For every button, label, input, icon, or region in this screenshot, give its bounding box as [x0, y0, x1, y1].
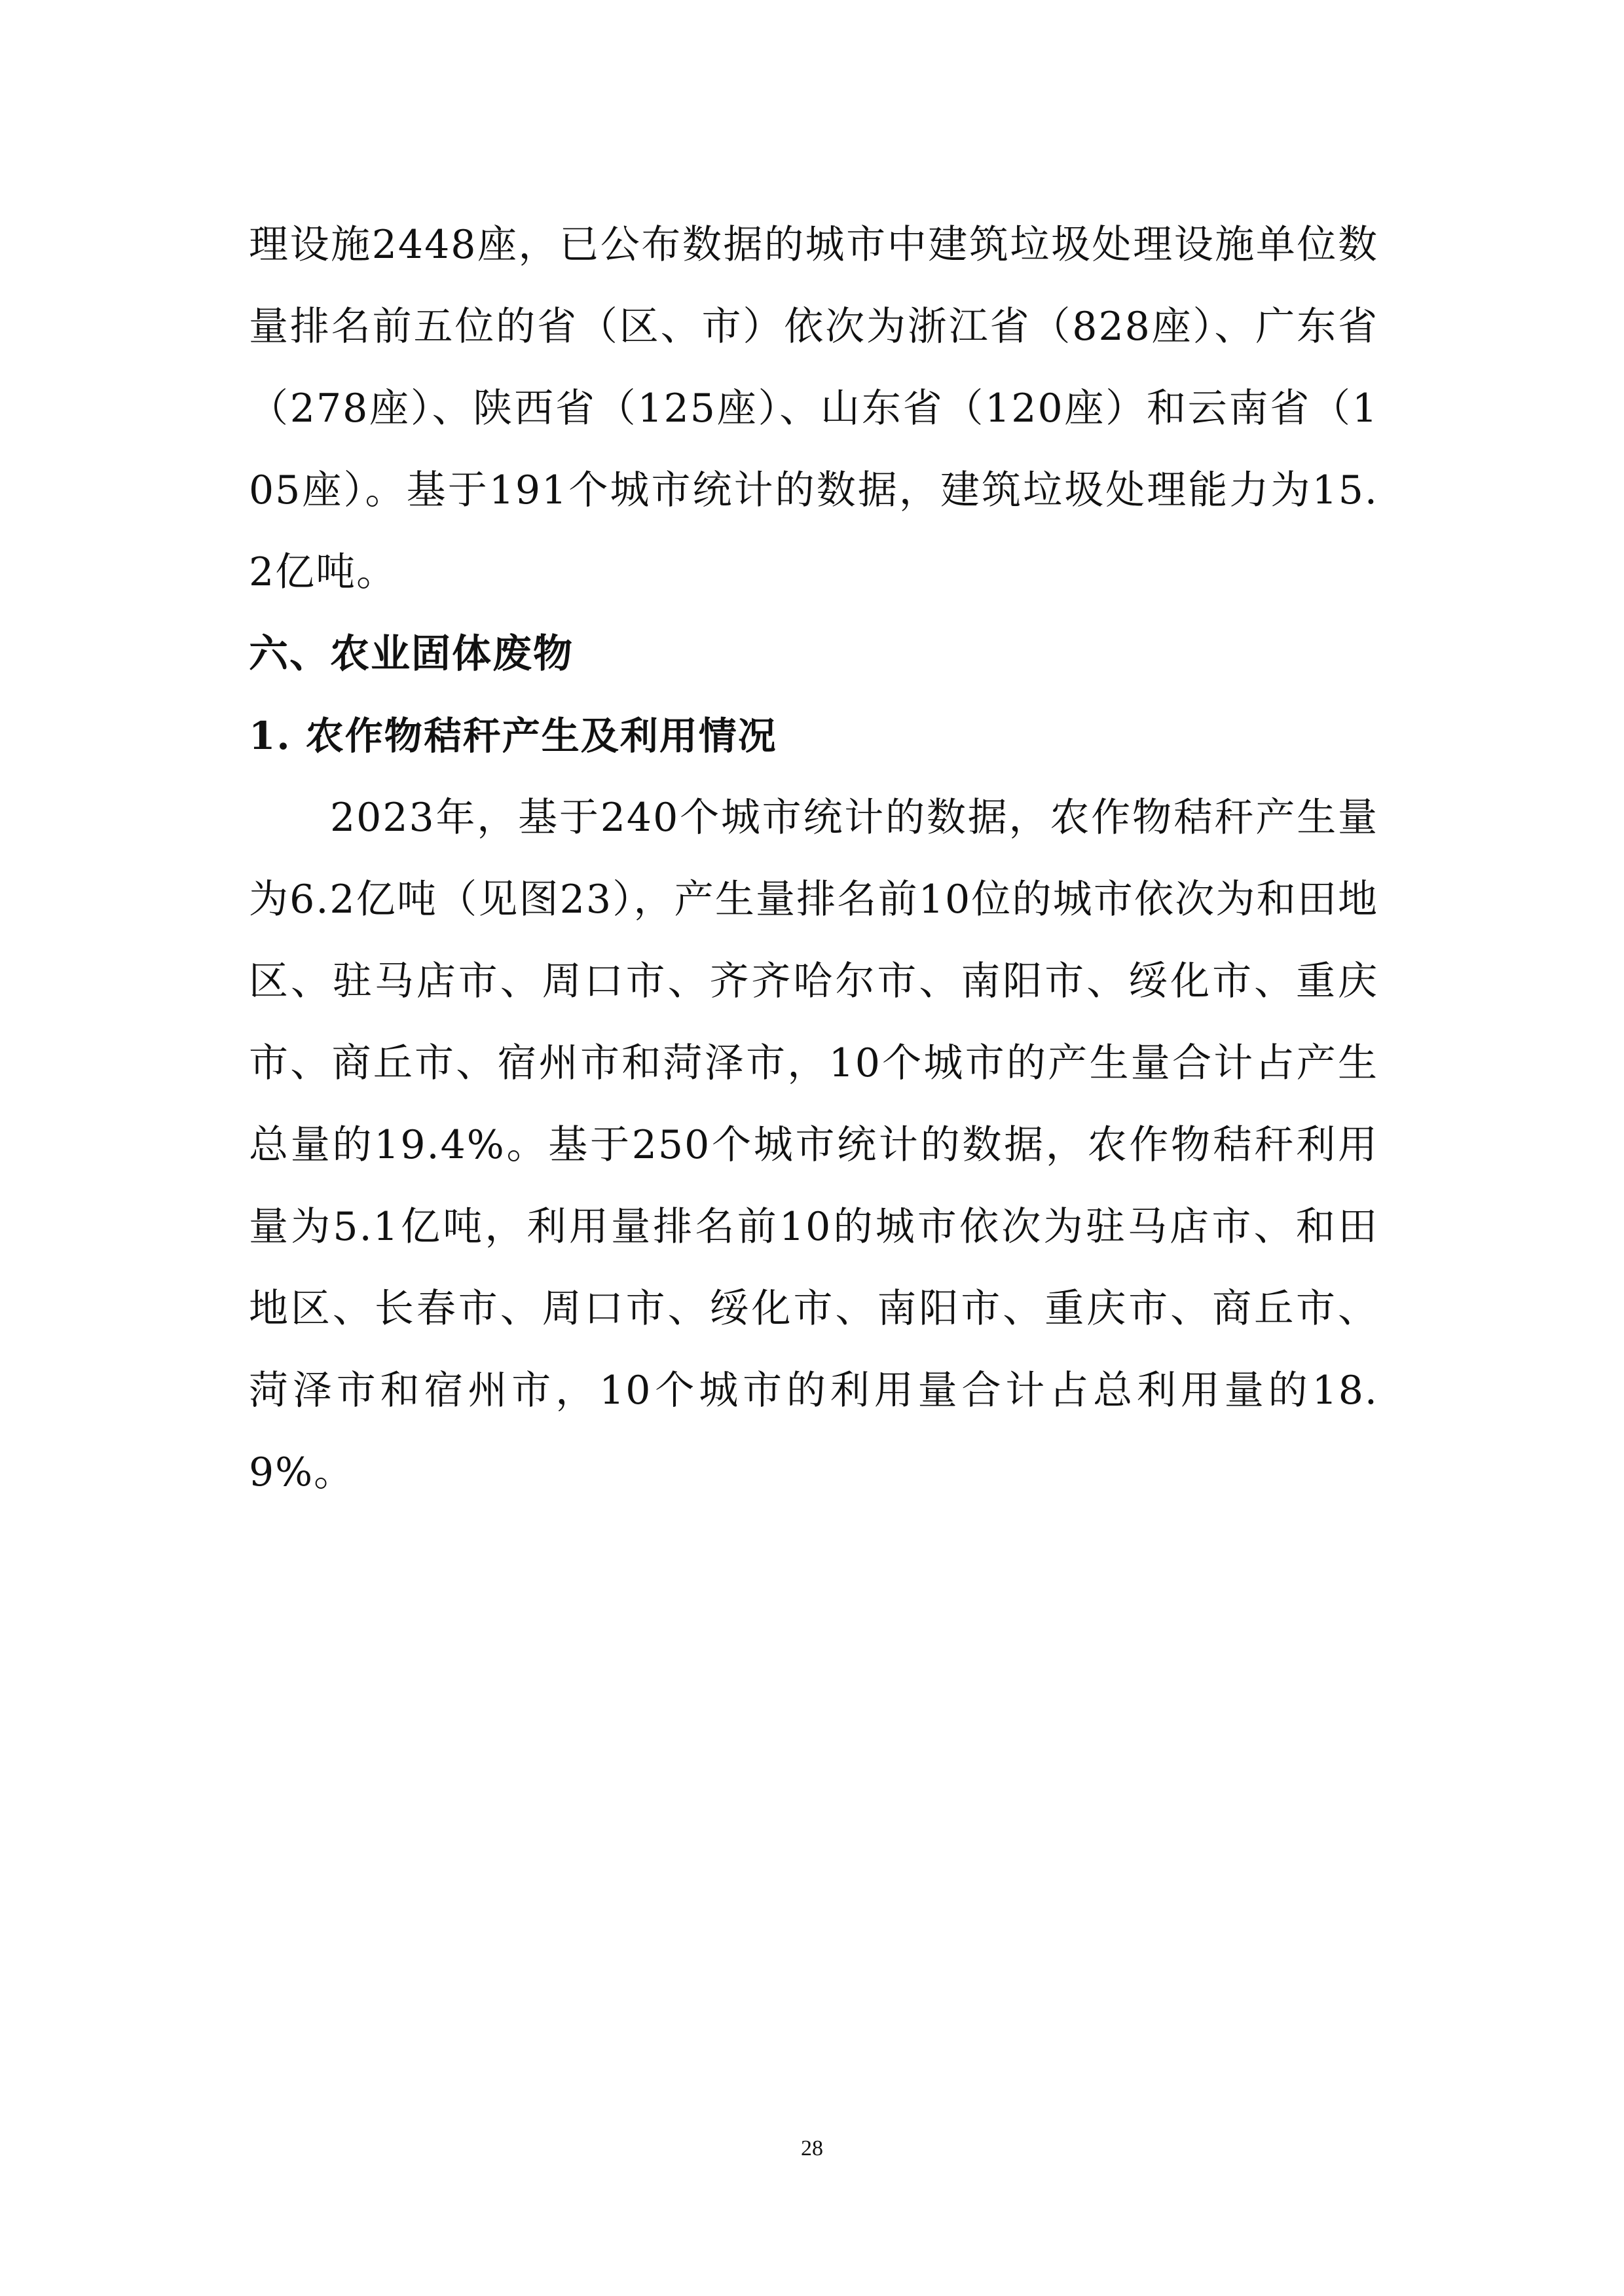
intro-paragraph: 理设施2448座，已公布数据的城市中建筑垃圾处理设施单位数量排名前五位的省（区、市）依次为浙江省（828座）、广东省（278座）、陕西省（125座）、山东省（120座）和云南省（105座）。基于191个城市统计的数据，建筑垃圾处理能力为15.2亿吨。 [249, 222, 1378, 595]
section-heading: 六、农业固体废物 [249, 631, 574, 677]
body-paragraph: 2023年，基于240个城市统计的数据，农作物秸秆产生量为6.2亿吨（见图23），产生量排名前10位的城市依次为和田地区、驻马店市、周口市、齐齐哈尔市、南阳市、绥化市、重庆市、商丘市、宿州市和菏泽市，10个城市的产生量合计占产生总量的19.4%。基于250个城市统计的数据，农作物秸秆利用量为5.1亿吨，利用量排名前10的城市依次为驻马店市、和田地区、长春市、周口市、绥化市、南阳市、重庆市、商丘市、菏泽市和宿州市，10个城市的利用量合计占总利用量的18.9%。 [249, 795, 1378, 1495]
page-number: 28 [801, 2136, 823, 2160]
subsection-heading: 1. 农作物秸秆产生及利用情况 [249, 714, 777, 758]
main-text-block [249, 204, 1378, 1514]
